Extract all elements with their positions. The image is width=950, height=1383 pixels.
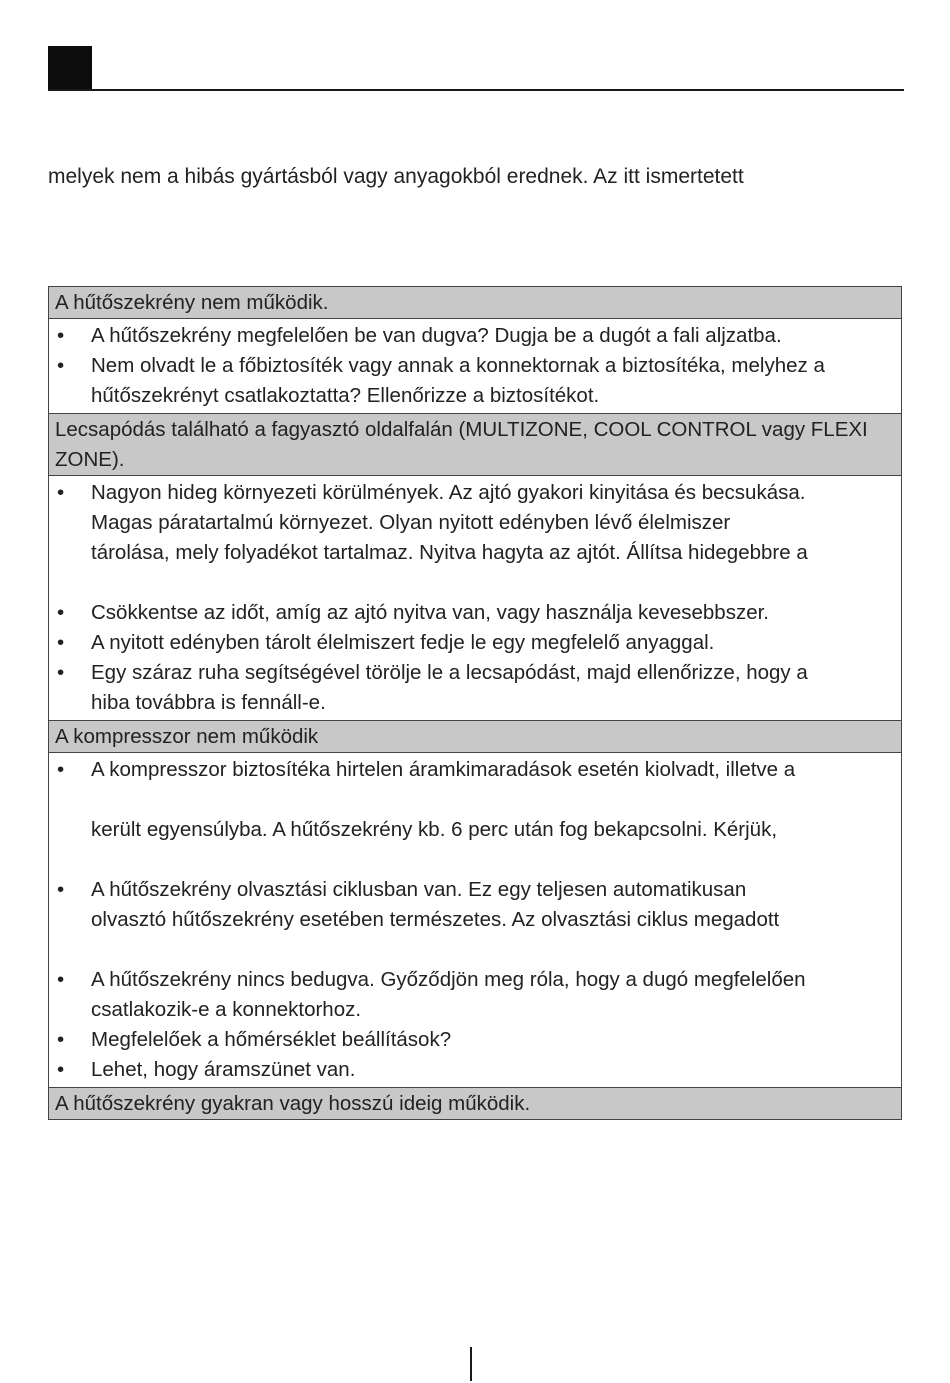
list-item xyxy=(55,755,893,875)
item-text-line: A hűtőszekrény nincs bedugva. Győződjön meg róla, hogy a dugó megfelelően xyxy=(91,968,806,991)
page-number-mark xyxy=(470,1347,472,1381)
item-text-line: került egyensúlyba. A hűtőszekrény kb. 6 perc után fog bekapcsolni. Kérjük, xyxy=(91,818,778,841)
section-marker-block xyxy=(48,46,92,90)
bullet-icon: • xyxy=(57,354,65,377)
item-text-line: A kompresszor biztosítéka hirtelen áramkimaradások esetén kiolvadt, illetve a xyxy=(91,758,796,781)
bullet-icon: • xyxy=(57,324,65,347)
bullet-icon: • xyxy=(57,1058,65,1081)
problem-row xyxy=(49,414,902,476)
troubleshooting-table xyxy=(48,286,902,1120)
intro-text: melyek nem a hibás gyártásból vagy anyagokból erednek. Az itt ismertetett xyxy=(48,165,744,188)
solution-cell xyxy=(49,319,902,414)
item-text-line xyxy=(91,568,893,598)
problem-heading: A hűtőszekrény nem működik. xyxy=(49,287,902,319)
item-text-line: Egy száraz ruha segítségével törölje le a lecsapódást, majd ellenőrizze, hogy a xyxy=(91,661,808,684)
solution-row xyxy=(49,753,902,1088)
item-text-line: tárolása, mely folyadékot tartalmaz. Nyitva hagyta az ajtót. Állítsa hidegebbre a xyxy=(91,541,808,564)
problem-row xyxy=(49,287,902,319)
problem-row xyxy=(49,721,902,753)
problem-heading: Lecsapódás található a fagyasztó oldalfalán (MULTIZONE, COOL CONTROL vagy FLEXI ZONE). xyxy=(49,414,902,476)
item-text-line: csatlakozik-e a konnektorhoz. xyxy=(91,998,362,1021)
list-item xyxy=(55,478,893,598)
problem-heading: A hűtőszekrény gyakran vagy hosszú ideig működik. xyxy=(49,1088,902,1120)
solution-row xyxy=(49,319,902,414)
item-text-line xyxy=(91,785,893,815)
item-text-line: Magas páratartalmú környezet. Olyan nyitott edényben lévő élelmiszer xyxy=(91,511,731,534)
problem-row xyxy=(49,1088,902,1120)
item-text-line: Csökkentse az időt, amíg az ajtó nyitva van, vagy használja kevesebbszer. xyxy=(91,601,770,624)
item-text-line: A hűtőszekrény olvasztási ciklusban van. Ez egy teljesen automatikusan xyxy=(91,878,747,901)
problem-heading: A kompresszor nem működik xyxy=(49,721,902,753)
list-item xyxy=(55,628,893,658)
bullet-icon: • xyxy=(57,631,65,654)
item-text-line: Nagyon hideg környezeti körülmények. Az ajtó gyakori kinyitása és becsukása. xyxy=(91,481,806,504)
item-text-line: olvasztó hűtőszekrény esetében természetes. Az olvasztási ciklus megadott xyxy=(91,908,780,931)
list-item xyxy=(55,658,893,718)
item-text-line: Lehet, hogy áramszünet van. xyxy=(91,1058,356,1081)
list-item xyxy=(55,1025,893,1055)
bullet-icon: • xyxy=(57,661,65,684)
list-item xyxy=(55,598,893,628)
list-item xyxy=(55,965,893,1025)
item-text-line: Nem olvadt le a főbiztosíték vagy annak a konnektornak a biztosítéka, melyhez a xyxy=(91,354,825,377)
solution-row xyxy=(49,476,902,721)
item-text-line: hiba továbbra is fennáll-e. xyxy=(91,691,326,714)
list-item xyxy=(55,1055,893,1085)
item-text-line: hűtőszekrényt csatlakoztatta? Ellenőrizze a biztosítékot. xyxy=(91,384,600,407)
solution-cell xyxy=(49,476,902,721)
header-rule xyxy=(48,89,904,91)
list-item xyxy=(55,875,893,965)
item-text-line xyxy=(91,845,893,875)
bullet-icon: • xyxy=(57,878,65,901)
solution-list xyxy=(55,478,893,718)
bullet-icon: • xyxy=(57,758,65,781)
bullet-icon: • xyxy=(57,601,65,624)
item-text-line: A hűtőszekrény megfelelően be van dugva? Dugja be a dugót a fali aljzatba. xyxy=(91,324,782,347)
item-text-line xyxy=(91,935,893,965)
bullet-icon: • xyxy=(57,1028,65,1051)
item-text-line: A nyitott edényben tárolt élelmiszert fedje le egy megfelelő anyaggal. xyxy=(91,631,715,654)
solution-list xyxy=(55,755,893,1085)
list-item xyxy=(55,321,893,351)
solution-list xyxy=(55,321,893,411)
item-text-line: Megfelelőek a hőmérséklet beállítások? xyxy=(91,1028,452,1051)
bullet-icon: • xyxy=(57,481,65,504)
solution-cell xyxy=(49,753,902,1088)
list-item xyxy=(55,351,893,411)
bullet-icon: • xyxy=(57,968,65,991)
